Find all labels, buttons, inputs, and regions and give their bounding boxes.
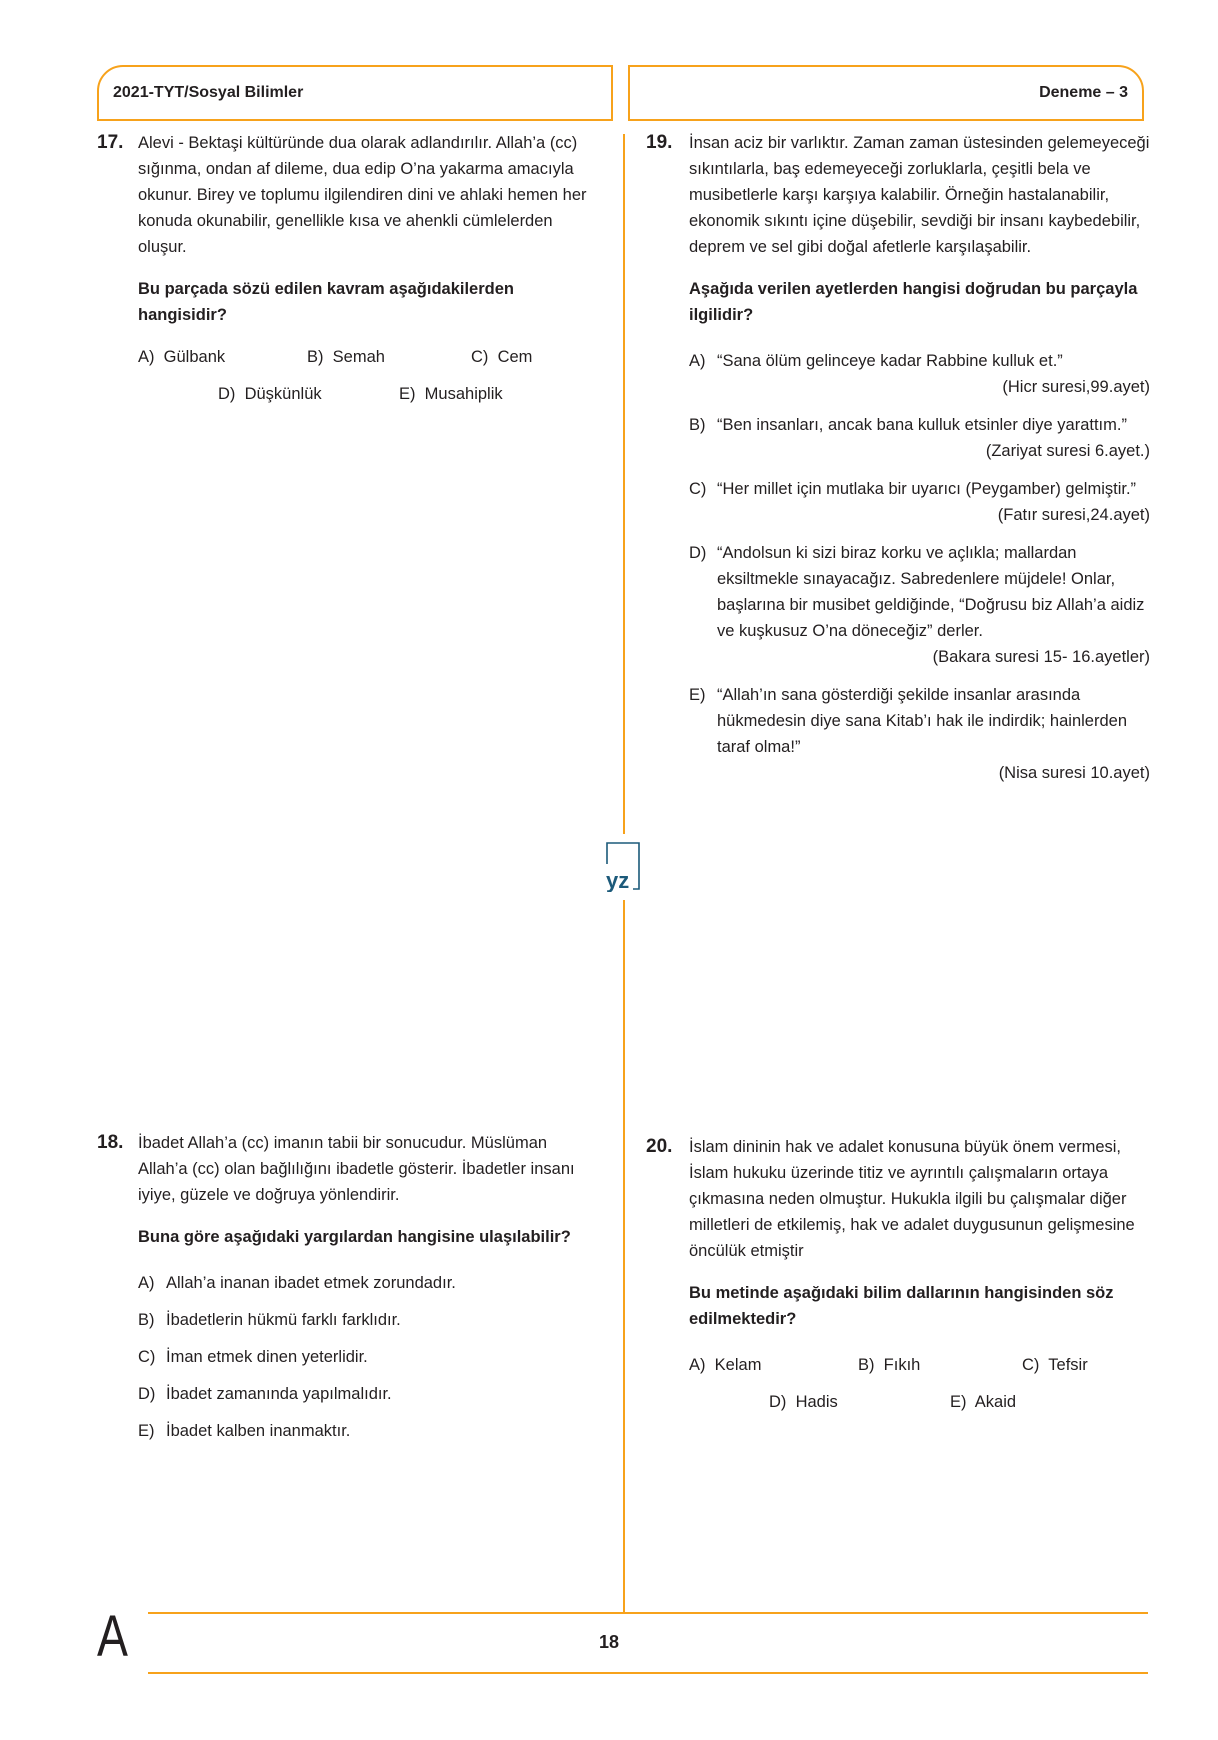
question-18 (97, 1130, 597, 1455)
verse-reference: (Hicr suresi,99.ayet) (1002, 378, 1150, 396)
option-e[interactable]: E) Musahiplik (399, 385, 503, 403)
question-prompt: Bu parçada sözü edilen kavram aşağıdakilerden hangisidir? (138, 280, 514, 324)
column-divider-top (623, 134, 625, 834)
question-prompt: Buna göre aşağıdaki yargılardan hangisine ulaşılabilir? (138, 1228, 571, 1246)
header-left-box (97, 65, 613, 121)
answer-options (138, 1270, 597, 1444)
question-number: 17. (97, 132, 124, 153)
option-b[interactable]: B) Fıkıh (858, 1356, 921, 1374)
answer-options (689, 348, 1150, 786)
option-d[interactable]: D) Hadis (769, 1393, 838, 1411)
footer-bottom-rule (148, 1672, 1148, 1674)
page-number: 18 (598, 1632, 620, 1652)
question-17 (97, 130, 597, 418)
question-number: 20. (646, 1136, 673, 1157)
svg-text:yz: yz (606, 868, 630, 892)
option-c[interactable]: C) İman etmek dinen yeterlidir. (138, 1348, 368, 1366)
verse-reference: (Nisa suresi 10.ayet) (998, 764, 1150, 782)
exam-title: 2021-TYT/Sosyal Bilimler (113, 84, 304, 101)
question-prompt: Bu metinde aşağıdaki bilim dallarının hangisinden söz edilmektedir? (689, 1284, 1114, 1328)
question-prompt: Aşağıda verilen ayetlerden hangisi doğrudan bu parçayla ilgilidir? (689, 280, 1138, 324)
option-a[interactable]: A) Gülbank (138, 348, 226, 366)
option-b[interactable]: B) “Ben insanları, ancak bana kulluk etsinler diye yarattım.” (Zariyat suresi 6.ayet.) (689, 412, 1150, 464)
option-b[interactable]: B) İbadetlerin hükmü farklı farklıdır. (138, 1311, 401, 1329)
option-c[interactable]: C) Tefsir (1022, 1356, 1088, 1374)
verse-reference: (Fatır suresi,24.ayet) (997, 506, 1150, 524)
question-19 (646, 130, 1150, 798)
booklet-letter: A (97, 1604, 128, 1669)
option-d[interactable]: D) “Andolsun ki sizi biraz korku ve açlıkla; mallardan eksiltmekle sınayacağız. Sabredenlere müjdele! Onlar, başlarına bir musibet geldiğinde, “Doğrusu biz Allah’a aidiz ve kuşkusuz O’na döneceğiz” derler. (Bakara suresi 15- 16.ayetler) (689, 540, 1150, 670)
question-stem: Alevi - Bektaşi kültüründe dua olarak adlandırılır. Allah’a (cc) sığınma, ondan af dileme, dua edip O’na yakarma amacıyla okunur. Birey ve toplumu ilgilendiren dini ve ahlaki hemen her konuda okunabilir, genellikle kısa ve ahenkli cümlelerden oluşur. (138, 134, 587, 256)
option-e[interactable]: E) “Allah’ın sana gösterdiği şekilde insanlar arasında hükmedesin diye sana Kitab’ı hak ile indirdik; hainlerden taraf olma!” (Nisa suresi 10.ayet) (689, 682, 1150, 786)
option-a[interactable]: A) Allah’a inanan ibadet etmek zorundadır. (138, 1274, 456, 1292)
question-stem: İbadet Allah’a (cc) imanın tabii bir sonucudur. Müslüman Allah’a (cc) olan bağlılığını ibadetle gösterir. İbadetler insanı iyiye, güzele ve doğruya yönlendirir. (138, 1134, 575, 1204)
question-stem: İslam dininin hak ve adalet konusuna büyük önem vermesi, İslam hukuku üzerinde titiz ve ayrıntılı çalışmaların ortaya çıkmasına neden olmuştur. Hukukla ilgili bu çalışmalar diğer milletleri de etkilemiş, hak ve adalet duygusunun gelişmesine öncülük etmiştir (689, 1138, 1135, 1260)
verse-reference: (Zariyat suresi 6.ayet.) (985, 442, 1150, 460)
option-e[interactable]: E) İbadet kalben inanmaktır. (138, 1422, 351, 1440)
question-stem: İnsan aciz bir varlıktır. Zaman zaman üstesinden gelemeyeceği sıkıntılarla, baş edemeyeceği zorluklarla, çeşitli bela ve musibetlerle karşı karşıya kalabilir. Örneğin hastalanabilir, ekonomik sıkıntı içine düşebilir, sevdiği bir insanı kaybedebilir, deprem ve sel gibi doğal afetlerle karşılaşabilir. (689, 134, 1150, 256)
option-e[interactable]: E) Akaid (950, 1393, 1017, 1411)
option-b[interactable]: B) Semah (307, 348, 385, 366)
publisher-logo-icon (604, 840, 642, 892)
question-number: 18. (97, 1132, 124, 1153)
exam-set-title: Deneme – 3 (1039, 84, 1128, 101)
question-number: 19. (646, 132, 673, 153)
question-20 (646, 1134, 1150, 1426)
option-d[interactable]: D) Düşkünlük (218, 385, 322, 403)
option-a[interactable]: A) Kelam (689, 1356, 762, 1374)
option-c[interactable]: C) “Her millet için mutlaka bir uyarıcı (Peygamber) gelmiştir.” (Fatır suresi,24.ayet) (689, 476, 1150, 528)
answer-options (689, 1352, 1150, 1426)
header-right-box (628, 65, 1144, 121)
option-d[interactable]: D) İbadet zamanında yapılmalıdır. (138, 1385, 392, 1403)
option-a[interactable]: A) “Sana ölüm gelinceye kadar Rabbine kulluk et.” (Hicr suresi,99.ayet) (689, 348, 1150, 400)
answer-options (138, 344, 597, 418)
option-c[interactable]: C) Cem (471, 348, 533, 366)
verse-reference: (Bakara suresi 15- 16.ayetler) (932, 648, 1150, 666)
footer-top-rule (148, 1612, 1148, 1614)
column-divider-bottom (623, 900, 625, 1612)
